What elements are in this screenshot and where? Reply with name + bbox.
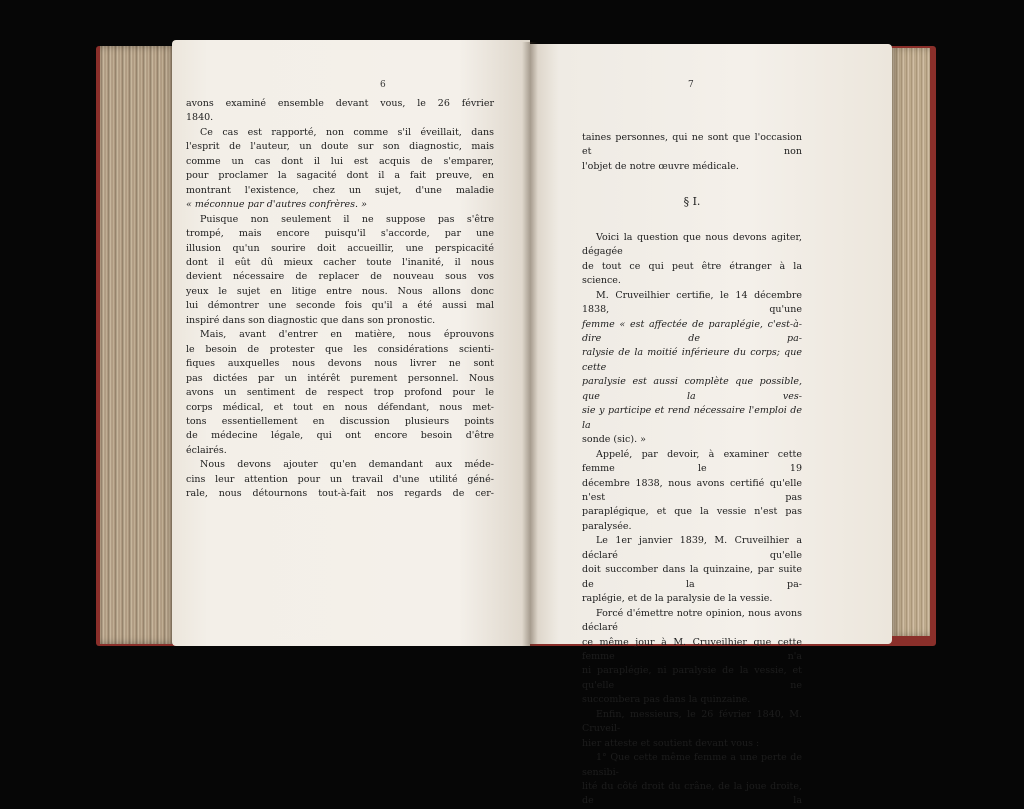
text-line: doit succomber dans la quinzaine, par suite de la pa- bbox=[582, 564, 802, 590]
left-page-edges bbox=[100, 46, 178, 644]
text-line: lité du côté droit du crâne, de la joue droite, de la bbox=[582, 781, 802, 807]
text-line: ni paraplégie, ni paralysie de la vessie, et qu'elle ne bbox=[582, 665, 802, 691]
text-line: Appelé, par devoir, à examiner cette femme le 19 bbox=[582, 448, 802, 475]
text-line: sie y participe et rend nécessaire l'emploi de la bbox=[582, 405, 802, 431]
text-line: pas dictées par un intérêt purement personnel. Nous bbox=[186, 372, 494, 384]
text-line: Le 1er janvier 1839, M. Cruveilhier a déclaré qu'elle bbox=[582, 535, 802, 561]
text-line: raplégie, et de la paralysie de la vessie. bbox=[582, 593, 773, 605]
book-gutter bbox=[522, 42, 538, 646]
text-line: inspiré dans son diagnostic que dans son pronostic. bbox=[186, 314, 436, 326]
text-line: Ce cas est rapporté, non comme s'il éveillait, dans bbox=[200, 126, 494, 138]
text-line: 1° Que cette même femme a une perte de sensibi- bbox=[582, 752, 802, 778]
text-line: de tout ce qui peut être étranger à la science. bbox=[582, 260, 802, 287]
text-line: le besoin de protester que les considérations scienti- bbox=[186, 343, 494, 355]
text-line: illusion qu'un sourire doit accueillir, une perspicacité bbox=[186, 242, 494, 254]
text-line: montrant l'existence, chez un sujet, d'une maladie bbox=[186, 184, 494, 196]
text-line: paralysie est aussi complète que possible, que la ves- bbox=[582, 376, 802, 402]
text-line: pour proclamer la sagacité dont il a fait preuve, en bbox=[186, 170, 494, 182]
text-line: « méconnue par d'autres confrères. » bbox=[186, 199, 367, 211]
text-line: ralysie de la moitié inférieure du corps; que cette bbox=[582, 347, 802, 373]
text-line: éclairés. bbox=[186, 444, 227, 456]
text-line: Nous devons ajouter qu'en demandant aux méde- bbox=[200, 459, 494, 471]
left-page-number: 6 bbox=[380, 80, 386, 90]
right-page-edges bbox=[890, 48, 930, 636]
text-line: cins leur attention pour un travail d'une utilité géné- bbox=[186, 473, 494, 485]
text-line: dont il eût dû mieux cacher toute l'inanité, il nous bbox=[186, 256, 494, 268]
text-line: ce même jour à M. Cruveilhier que cette femme n'a bbox=[582, 636, 802, 662]
text-line: comme un cas dont il lui est acquis de s'emparer, bbox=[186, 155, 494, 167]
text-line: lui démontrer une seconde fois qu'il a été aussi mal bbox=[186, 300, 494, 312]
text-line: fiques auxquelles nous devons nous livrer ne sont bbox=[186, 358, 494, 370]
text-line: 1840. bbox=[186, 112, 214, 124]
text-line: corps médical, et tout en nous défendant, nous met- bbox=[186, 401, 494, 413]
text-line: l'esprit de l'auteur, un doute sur son diagnostic, mais bbox=[186, 141, 494, 153]
text-line: hier atteste et soutient devant vous : bbox=[582, 737, 760, 749]
text-line: avons examiné ensemble devant vous, le 26 février bbox=[186, 98, 494, 109]
text-line: trompé, mais encore puisqu'il s'accorde, par une bbox=[186, 228, 494, 240]
right-page-text bbox=[582, 131, 802, 809]
text-line: paraplégique, et que la vessie n'est pas paralysée. bbox=[582, 506, 802, 532]
text-line: de médecine légale, qui ont encore besoin d'être bbox=[186, 430, 494, 442]
text-line: décembre 1838, nous avons certifié qu'elle n'est pas bbox=[582, 477, 802, 503]
text-line: Enfin, messieurs, le 26 février 1840, M. Cruveil- bbox=[582, 708, 802, 735]
text-line: Voici la question que nous devons agiter, dégagée bbox=[582, 231, 802, 258]
text-line: tons essentiellement en discussion plusieurs points bbox=[186, 415, 494, 427]
text-line: Mais, avant d'entrer en matière, nous éprouvons bbox=[200, 329, 494, 341]
text-line: avons un sentiment de respect trop profond pour le bbox=[186, 387, 494, 399]
text-line: l'objet de notre œuvre médicale. bbox=[582, 160, 739, 172]
section-heading: § I. bbox=[683, 195, 701, 209]
right-page-number: 7 bbox=[688, 80, 694, 90]
text-line: devient nécessaire de replacer de nouveau sous vos bbox=[186, 271, 494, 283]
text-line: femme « est affectée de paraplégie, c'est-à-dire de pa- bbox=[582, 318, 802, 344]
text-line: Forcé d'émettre notre opinion, nous avons déclaré bbox=[582, 607, 802, 634]
text-line: rale, nous détournons tout-à-fait nos regards de cer- bbox=[186, 488, 494, 500]
text-line: succombera pas dans la quinzaine. bbox=[582, 694, 751, 706]
text-line: M. Cruveilhier certifie, le 14 décembre 1838, qu'une bbox=[582, 289, 802, 316]
text-line: sonde (sic). » bbox=[582, 434, 646, 446]
left-page-text bbox=[186, 97, 494, 502]
text-line: yeux le sujet en litige entre nous. Nous allons donc bbox=[186, 285, 494, 297]
text-line: Puisque non seulement il ne suppose pas s'être bbox=[200, 213, 494, 225]
text-line: taines personnes, qui ne sont que l'occasion et non bbox=[582, 132, 802, 158]
